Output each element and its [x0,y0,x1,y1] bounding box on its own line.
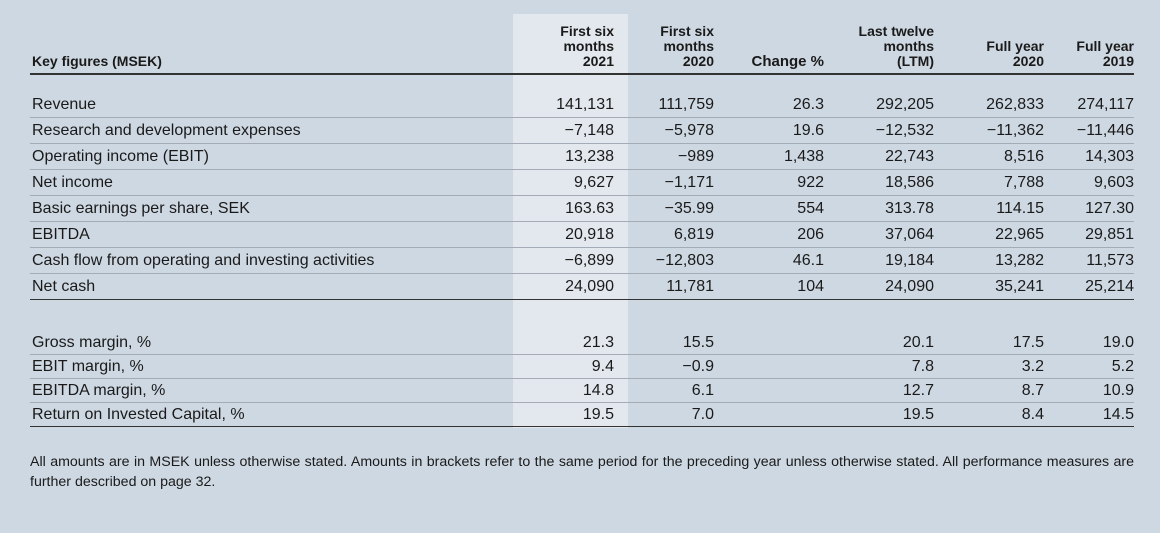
key-figures-section [30,14,1134,427]
table-row: Basic earnings per share, SEK 163.63 −35.99 554 313.78 114.15 127.30 [30,196,1134,222]
column-header: Key figures (MSEK) [30,14,513,74]
table-row: EBITDA 20,918 6,819 206 37,064 22,965 29,851 [30,222,1134,248]
table-row: Revenue 141,131 111,759 26.3 292,205 262,833 274,117 [30,92,1134,118]
margin-row: EBIT margin, % 9.4 −0.9 7.8 3.2 5.2 [30,355,1134,379]
column-header: Last twelve months (LTM) [838,14,948,74]
margin-row: Gross margin, % 21.3 15.5 20.1 17.5 19.0 [30,331,1134,355]
column-header: Full year 2020 [948,14,1058,74]
table-row: Net cash 24,090 11,781 104 24,090 35,241 25,214 [30,274,1134,300]
table-header-row [30,14,1134,74]
table-row: Cash flow from operating and investing activities −6,899 −12,803 46.1 19,184 13,282 11,573 [30,248,1134,274]
spacer-row [30,300,1134,332]
column-header: Change % [728,14,838,74]
key-figures-table [30,14,1134,427]
table-row: Operating income (EBIT) 13,238 −989 1,438 22,743 8,516 14,303 [30,144,1134,170]
margin-row: EBITDA margin, % 14.8 6.1 12.7 8.7 10.9 [30,379,1134,403]
column-header: First six months 2021 [513,14,628,74]
margin-row: Return on Invested Capital, % 19.5 7.0 19.5 8.4 14.5 [30,403,1134,427]
table-row: Research and development expenses −7,148 −5,978 19.6 −12,532 −11,362 −11,446 [30,118,1134,144]
table-row: Net income 9,627 −1,171 922 18,586 7,788 9,603 [30,170,1134,196]
column-header: Full year 2019 [1058,14,1134,74]
spacer-row [30,74,1134,92]
footnote: All amounts are in MSEK unless otherwise stated. Amounts in brackets refer to the same period for the preceding year unless otherwise stated. All performance measures are further described on page 32. [30,454,1134,490]
column-header: First six months 2020 [628,14,728,74]
